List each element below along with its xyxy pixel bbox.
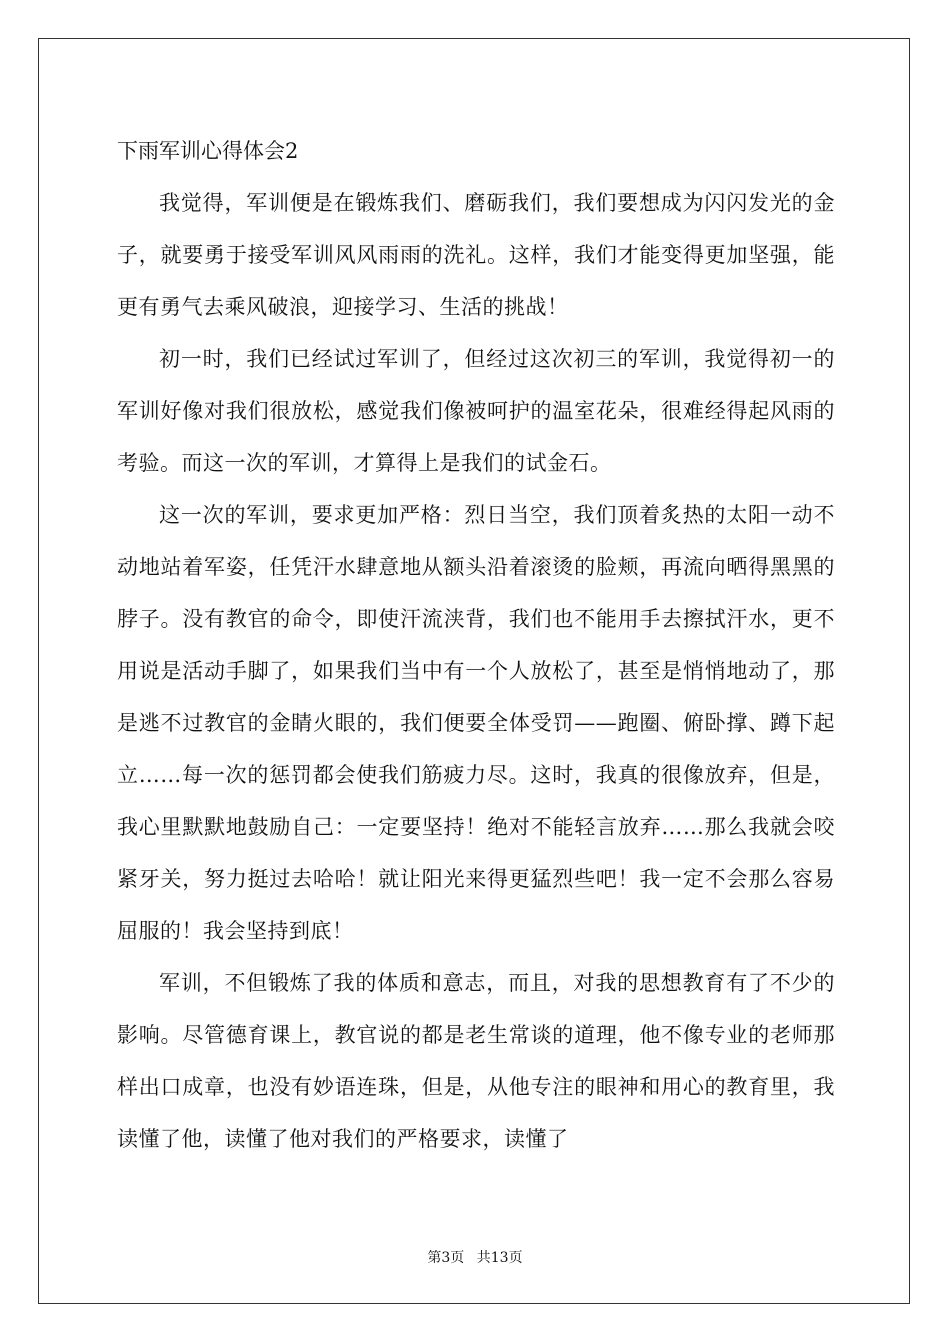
document-body [117,125,835,1165]
paragraph-3: 这一次的军训，要求更加严格：烈日当空，我们顶着炙热的太阳一动不动地站着军姿，任凭汗水肆意地从额头沿着滚烫的脸颊，再流向晒得黑黑的脖子。没有教官的命令，即使汗流浃背，我们也不能用手去擦拭汗水，更不用说是活动手脚了，如果我们当中有一个人放松了，甚至是悄悄地动了，那是逃不过教官的金睛火眼的，我们便要全体受罚——跑圈、俯卧撑、蹲下起立……每一次的惩罚都会使我们筋疲力尽。这时，我真的很像放弃，但是，我心里默默地鼓励自己：一定要坚持！绝对不能轻言放弃……那么我就会咬紧牙关，努力挺过去哈哈！就让阳光来得更猛烈些吧！我一定不会那么容易屈服的！我会坚持到底！ [117,503,835,943]
paragraph-1: 我觉得，军训便是在锻炼我们、磨砺我们，我们要想成为闪闪发光的金子，就要勇于接受军训风风雨雨的洗礼。这样，我们才能变得更加坚强，能更有勇气去乘风破浪，迎接学习、生活的挑战！ [117,191,835,319]
paragraph-4: 军训，不但锻炼了我的体质和意志，而且，对我的思想教育有了不少的影响。尽管德育课上，教官说的都是老生常谈的道理，他不像专业的老师那样出口成章，也没有妙语连珠，但是，从他专注的眼神和用心的教育里，我读懂了他，读懂了他对我们的严格要求，读懂了 [117,971,835,1151]
paragraph-2: 初一时，我们已经试过军训了，但经过这次初三的军训，我觉得初一的军训好像对我们很放松，感觉我们像被呵护的温室花朵，很难经得起风雨的考验。而这一次的军训，才算得上是我们的试金石。 [117,347,835,475]
page-footer [0,1247,950,1267]
page-number: 第3页 [427,1250,465,1266]
page-total: 共13页 [476,1250,523,1266]
document-title: 下雨军训心得体会2 [117,139,299,163]
